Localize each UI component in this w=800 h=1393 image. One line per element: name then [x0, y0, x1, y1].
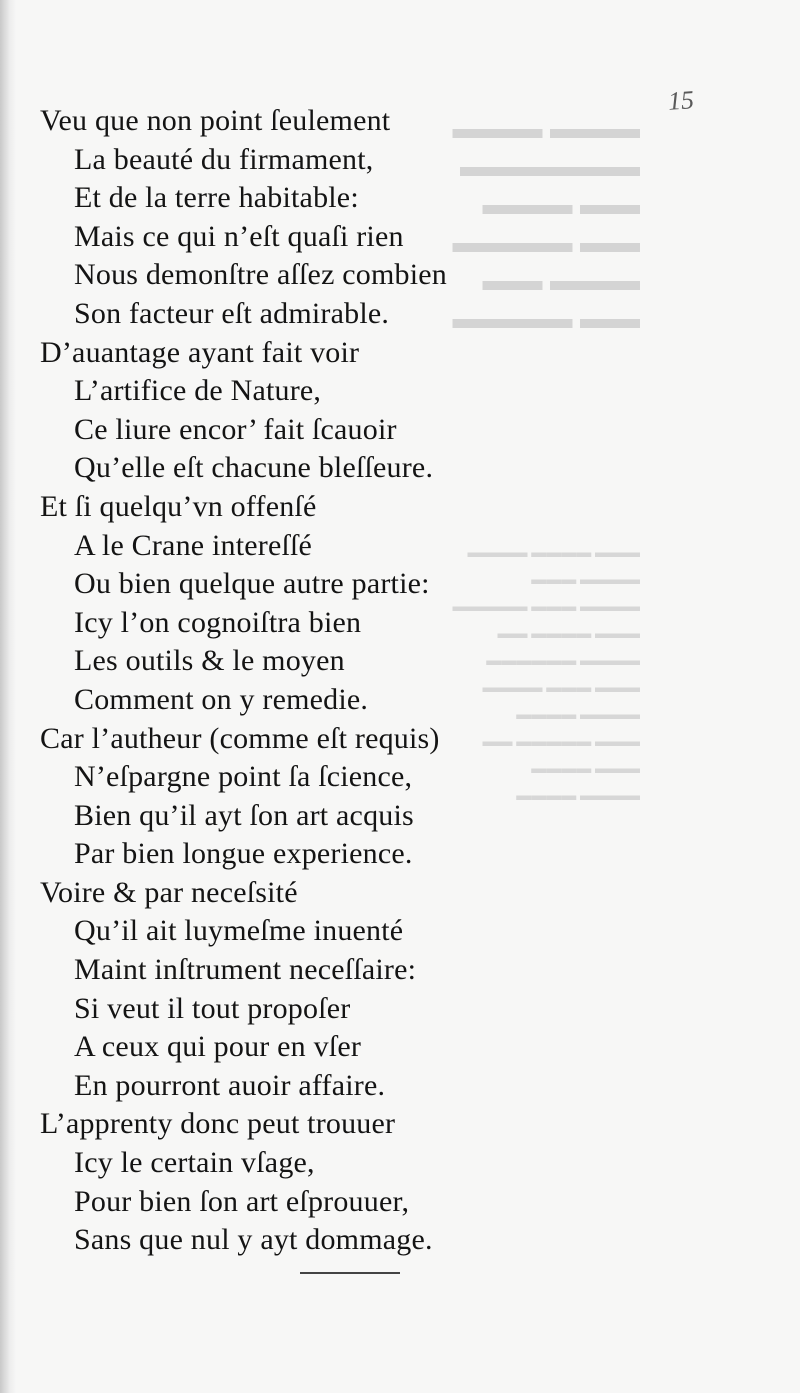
poem-line: Car l’autheur (comme eſt requis) — [40, 721, 440, 755]
page-number: 15 — [666, 85, 695, 116]
poem-line: Et de la terre habitable: — [74, 181, 359, 215]
page-binding-edge — [0, 0, 16, 1393]
poem-line: L’apprenty donc peut trouuer — [40, 1107, 396, 1141]
poem-line: La beauté du firmament, — [74, 142, 374, 176]
poem-line: D’auantage ayant fait voir — [40, 335, 360, 369]
poem-text — [40, 102, 640, 1260]
poem-line: Mais ce qui n’eſt quaſi rien — [74, 219, 404, 253]
poem-line: Son facteur eſt admirable. — [74, 296, 390, 330]
bleed-through-lower: ▬▬▬ ▬▬▬▬ ▬▬▬▬ ▬▬▬▬ ▬▬▬ ▬▬▬▬ ▬▬▬ ▬▬▬▬▬ ▬▬▬ ▬▬▬▬ ▬▬ ▬▬▬▬ ▬▬▬▬▬▬ ▬▬▬ ▬▬▬ ▬▬▬▬ ▬▬▬▬ ▬▬▬▬ ▬▬▬ ▬▬▬▬▬ ▬▬ ▬▬▬ ▬▬▬▬ ▬▬▬▬ ▬▬▬▬ — [452, 545, 640, 804]
poem-line: A le Crane intereſſé — [74, 528, 313, 562]
poem-line: En pourront auoir affaire. — [74, 1068, 386, 1102]
bleed-through-upper: ▬▬▬ ▬▬▬ ▬▬▬▬▬▬ ▬▬ ▬▬▬ ▬▬ ▬▬▬▬ ▬▬▬ ▬▬ ▬▬ ▬▬▬▬ — [452, 112, 640, 335]
end-rule — [300, 1272, 400, 1274]
poem-line: Les outils & le moyen — [74, 644, 345, 678]
poem-line: A ceux qui pour en vſer — [74, 1030, 362, 1064]
poem-line: Pour bien ſon art eſprouuer, — [74, 1184, 410, 1218]
poem-line: Icy l’on cognoiſtra bien — [74, 605, 362, 639]
poem-line: Nous demonſtre aſſez combien — [74, 258, 447, 292]
poem-line: Ce liure encor’ fait ſcauoir — [74, 412, 397, 446]
poem-line: Ou bien quelque autre partie: — [74, 567, 430, 601]
poem-line: Sans que nul y ayt dommage. — [74, 1223, 433, 1257]
poem-line: L’artifice de Nature, — [74, 374, 322, 408]
poem-line: Maint inſtrument neceſſaire: — [74, 953, 417, 987]
poem-line: N’eſpargne point ſa ſcience, — [74, 760, 413, 794]
poem-line: Bien qu’il ayt ſon art acquis — [74, 798, 414, 832]
poem-line: Et ſi quelqu’vn offenſé — [40, 489, 317, 523]
poem-line: Icy le certain vſage, — [74, 1146, 315, 1180]
poem-line: Voire & par neceſsité — [40, 875, 298, 909]
poem-line: Par bien longue experience. — [74, 837, 413, 871]
poem-line: Qu’il ait luymeſme inuenté — [74, 914, 404, 948]
poem-line: Si veut il tout propoſer — [74, 991, 351, 1025]
poem-line: Veu que non point ſeulement — [40, 104, 391, 137]
poem-line: Comment on y remedie. — [74, 682, 369, 716]
poem-line: Qu’elle eſt chacune bleſſeure. — [74, 451, 434, 485]
